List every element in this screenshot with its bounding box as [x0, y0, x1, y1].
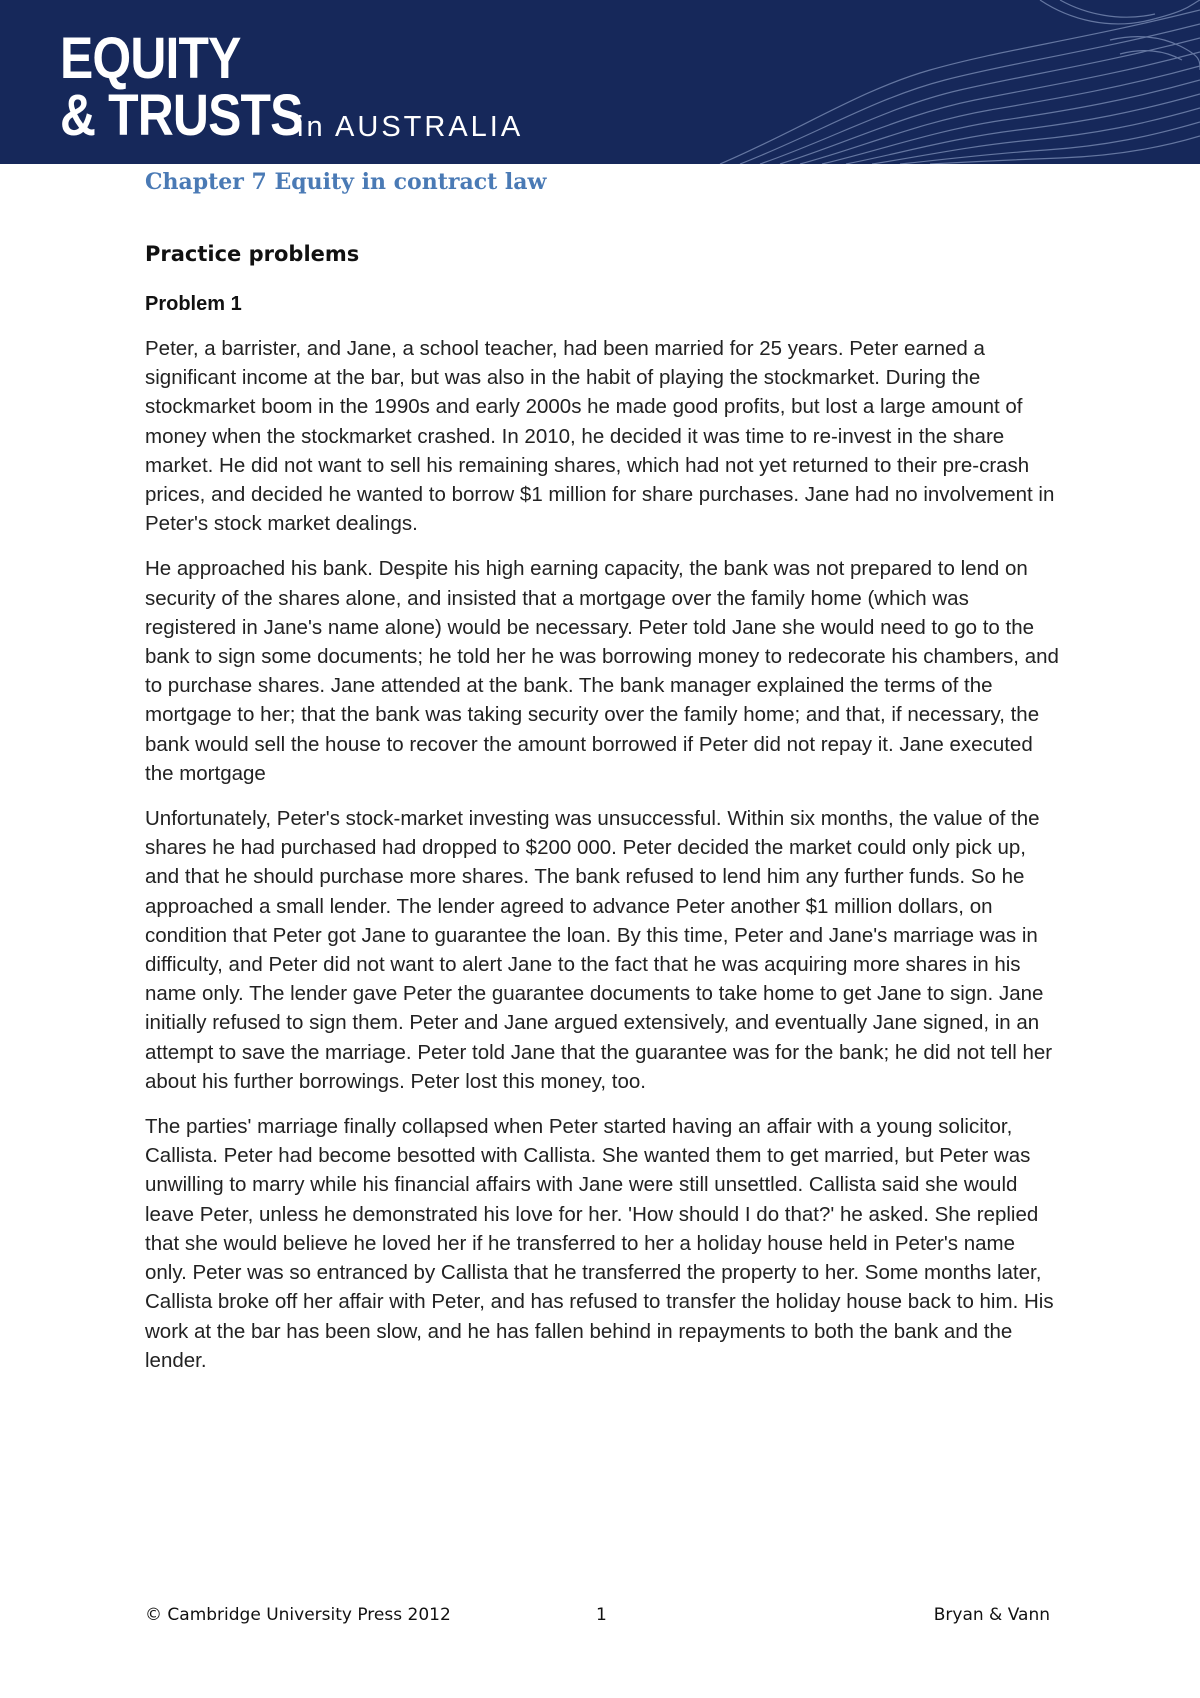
- logo-text-equity: EQUITY: [60, 26, 241, 91]
- header-banner: [0, 0, 1200, 164]
- logo-text-in-australia: in AUSTRALIA: [297, 111, 524, 143]
- paragraph: Peter, a barrister, and Jane, a school teacher, had been married for 25 years. Peter earned a significant income at the bar, but was also in the habit of playing the stockmarket. During the stockmarket boom in the 1990s and early 2000s he made good profits, but lost a large amount of money when the stockmarket crashed. In 2010, he decided it was time to re-invest in the share market. He did not want to sell his remaining shares, which had not yet returned to their pre-crash prices, and decided he wanted to borrow $1 million for share purchases. Jane had no involvement in Peter's stock market dealings.: [145, 337, 1055, 536]
- paragraph: The parties' marriage finally collapsed when Peter started having an affair with a young solicitor, Callista. Peter had become besotted with Callista. She wanted them to get married, but Peter was unwilling to marry while his financial affairs with Jane were still unsettled. Callista said she would leave Peter, unless he demonstrated his love for her. 'How should I do that?' he asked. She replied that she would believe he loved her if he transferred to her a holiday house held in Peter's name only. Peter was so entranced by Callista that he transferred the property to her. Some months later, Callista broke off her affair with Peter, and has refused to transfer the holiday house back to him. His work at the bar has been slow, and he has fallen behind in repayments to both the bank and the lender.: [145, 1115, 1054, 1372]
- page-number: 1: [596, 1605, 607, 1625]
- copyright-notice: © Cambridge University Press 2012: [145, 1605, 451, 1625]
- section-title: Practice problems: [145, 242, 360, 266]
- logo-text-trusts: & TRUSTS: [60, 83, 303, 148]
- chapter-title: Chapter 7 Equity in contract law: [145, 169, 547, 195]
- paragraph: Unfortunately, Peter's stock-market investing was unsuccessful. Within six months, the value of the shares he had purchased had dropped to $200 000. Peter decided the market could only pick up, and that he should purchase more shares. The bank refused to lend him any further funds. So he approached a small lender. The lender agreed to advance Peter another $1 million dollars, on condition that Peter got Jane to guarantee the loan. By this time, Peter and Jane's marriage was in difficulty, and Peter did not want to alert Jane to the fact that he was acquiring more shares in his name only. The lender gave Peter the guarantee documents to take home to get Jane to sign. Jane initially refused to sign them. Peter and Jane argued extensively, and eventually Jane signed, in an attempt to save the marriage. Peter told Jane that the guarantee was for the bank; he did not tell her about his further borrowings. Peter lost this money, too.: [145, 807, 1053, 1093]
- page-footer: [145, 1601, 1050, 1629]
- problem-title: Problem 1: [145, 293, 242, 315]
- paragraph: He approached his bank. Despite his high earning capacity, the bank was not prepared to lend on security of the shares alone, and insisted that a mortgage over the family home (which was registered in Jane's name alone) would be necessary. Peter told Jane she would need to go to the bank to sign some documents; he told her he was borrowing money to redecorate his chambers, and to purchase shares. Jane attended at the bank. The bank manager explained the terms of the mortgage to her; that the bank was taking security over the family home; and that, if necessary, the bank would sell the house to recover the amount borrowed if Peter did not repay it. Jane executed the mortgage: [145, 557, 1059, 785]
- document-body: [145, 166, 1060, 1375]
- authors: Bryan & Vann: [933, 1605, 1050, 1625]
